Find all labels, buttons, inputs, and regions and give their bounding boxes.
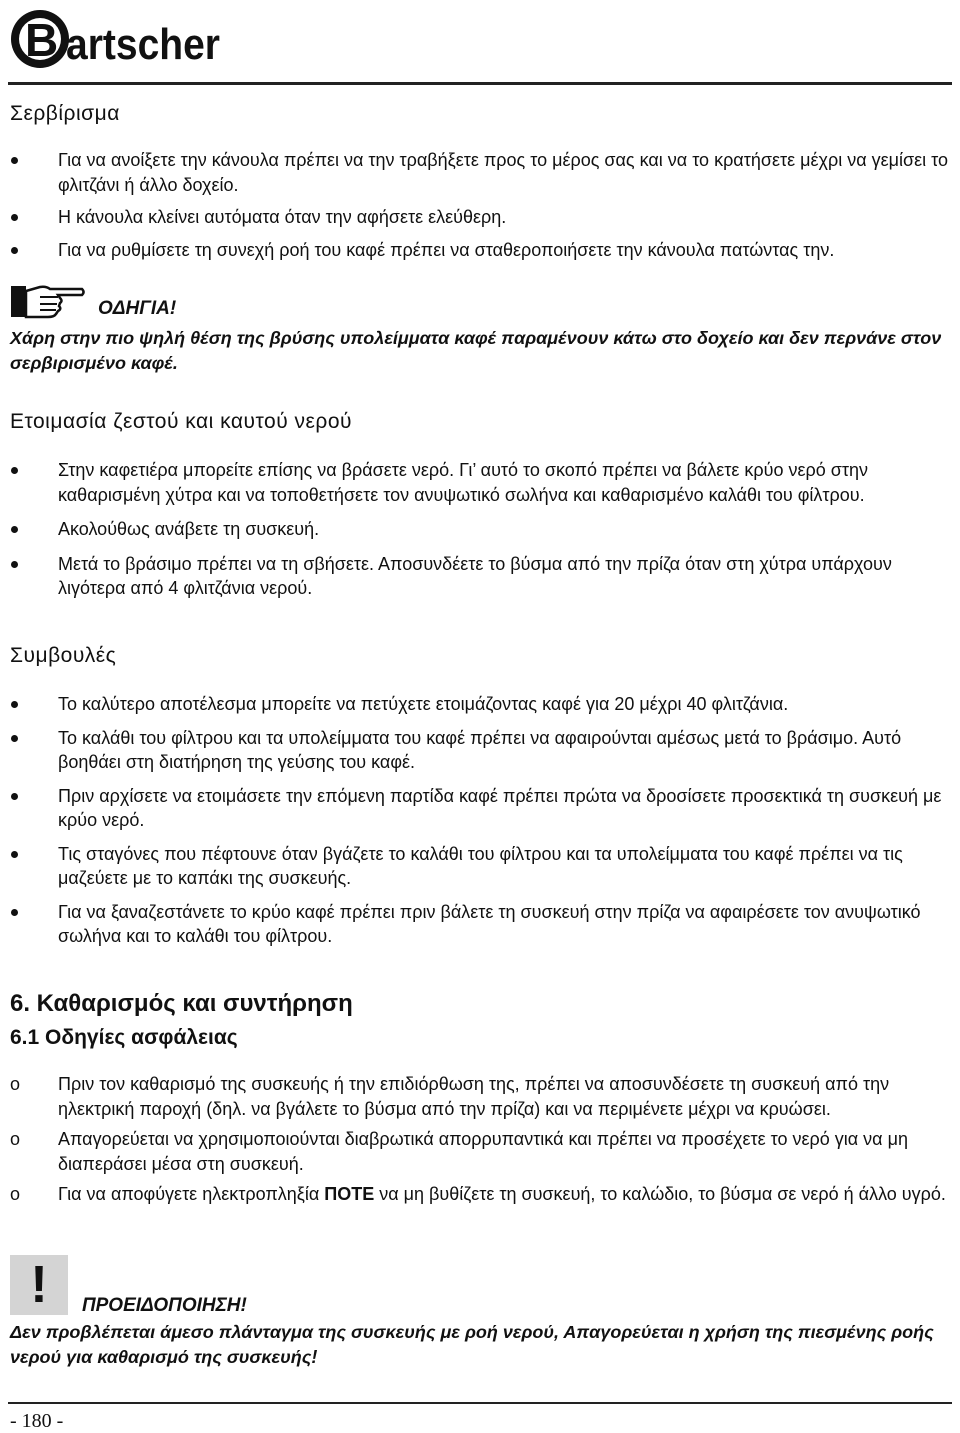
- svg-text:artscher: artscher: [66, 20, 220, 69]
- footer-rule: [8, 1402, 952, 1404]
- page-number: - 180 -: [10, 1410, 64, 1432]
- section-title-serving: Σερβίρισμα: [10, 102, 120, 125]
- safety-list: [0, 1072, 950, 1207]
- svg-text:B: B: [25, 14, 59, 66]
- pointing-hand-icon: [10, 283, 86, 319]
- list-item: Ακολούθως ανάβετε τη συσκευή.: [0, 517, 950, 542]
- list-item: Στην καφετιέρα μπορείτε επίσης να βράσετε νερό. Γι’ αυτό το σκοπό πρέπει να βάλετε κρύο νερό στην καθαρισμένη χύτρα και να τοποθετήσετε τον ανυψωτικό σωλήνα και καθαρισμένο καλάθι του φίλτρου.: [0, 458, 950, 507]
- list-item: Για να ρυθμίσετε τη συνεχή ροή του καφέ πρέπει να σταθεροποιήσετε την κάνουλα πατώντας την.: [0, 238, 950, 263]
- hot-water-list: [0, 458, 950, 601]
- section-title-cleaning: 6. Καθαρισμός και συντήρηση: [10, 990, 353, 1017]
- section-title-hot-water: Ετοιμασία ζεστού και καυτού νερού: [10, 410, 352, 433]
- list-item: Για να ανοίξετε την κάνουλα πρέπει να την τραβήξετε προς το μέρος σας και να το κρατήσετε μέχρι να γεμίσει το φλιτζάνι ή άλλο δοχείο.: [0, 148, 950, 197]
- list-item: o Απαγορεύεται να χρησιμοποιούνται διαβρωτικά απορρυπαντικά και πρέπει να προσέχετε το νερό για να μη διαπεράσει μέσα στη συσκευή.: [0, 1127, 950, 1176]
- warning-text: Δεν προβλέπεται άμεσο πλάνταγμα της συσκευής με ροή νερού, Απαγορεύεται η χρήση της πιεσμένης ροής νερού για καθαρισμό της συσκευής!: [10, 1322, 934, 1367]
- list-item: Τις σταγόνες που πέφτουνε όταν βγάζετε το καλάθι του φίλτρου και τα υπολείμματα του καφέ πρέπει να τις μαζεύετε με το καπάκι της συσκευής.: [0, 842, 950, 891]
- note-text: Χάρη στην πιο ψηλή θέση της βρύσης υπολείμματα καφέ παραμένουν κάτω στο δοχείο και δεν περνάνε στον σερβιρισμένο καφέ.: [10, 328, 942, 373]
- list-item: Μετά το βράσιμο πρέπει να τη σβήσετε. Αποσυνδέετε το βύσμα από την πρίζα όταν στη χύτρα υπάρχουν λιγότερα από 4 φλιτζάνια νερού.: [0, 552, 950, 601]
- warning-icon: [10, 1255, 68, 1315]
- emphasis-never: ΠΟΤΕ: [324, 1184, 375, 1204]
- section-title-tips: Συμβουλές: [10, 644, 117, 667]
- section-subtitle-safety: 6.1 Οδηγίες ασφάλειας: [10, 1026, 238, 1049]
- list-item: Η κάνουλα κλείνει αυτόματα όταν την αφήσετε ελεύθερη.: [0, 205, 950, 230]
- item-text: Για να αποφύγετε ηλεκτροπληξία: [58, 1184, 325, 1204]
- note-title: ΟΔΗΓΙΑ!: [98, 298, 177, 319]
- list-item: o Πριν τον καθαρισμό της συσκευής ή την επιδιόρθωση της, πρέπει να αποσυνδέσετε τη συσκευή από την ηλεκτρική παροχή (δηλ. να βγάλετε το βύσμα από την πρίζα) και να περιμένετε μέχρι να κρυώσει.: [0, 1072, 950, 1121]
- list-item: Το καλάθι του φίλτρου και τα υπολείμματα του καφέ πρέπει να αφαιρούνται αμέσως μετά το βράσιμο. Αυτό βοηθάει στη διατήρηση της γεύσης του καφέ.: [0, 726, 950, 775]
- item-text: να μη βυθίζετε τη συσκευή, το καλώδιο, το βύσμα σε νερό ή άλλο υγρό.: [374, 1184, 946, 1204]
- bartscher-logo: [8, 6, 224, 70]
- list-item: [0, 1182, 950, 1207]
- header-rule: [8, 82, 952, 85]
- serving-list: [0, 148, 950, 262]
- exclamation-icon: !: [30, 1256, 48, 1314]
- tips-list: [0, 692, 950, 949]
- list-item: Για να ξαναζεστάνετε το κρύο καφέ πρέπει πριν βάλετε τη συσκευή στην πρίζα να αφαιρέσετε τον ανυψωτικό σωλήνα και το καλάθι του φίλτρου.: [0, 900, 950, 949]
- warning-title: ΠΡΟΕΙΔΟΠΟΙΗΣΗ!: [82, 1295, 247, 1316]
- list-item: Πριν αρχίσετε να ετοιμάσετε την επόμενη παρτίδα καφέ πρέπει πρώτα να δροσίσετε προσεκτικά τη συσκευή με κρύο νερό.: [0, 784, 950, 833]
- list-item: Το καλύτερο αποτέλεσμα μπορείτε να πετύχετε ετοιμάζοντας καφέ για 20 μέχρι 40 φλιτζάνια.: [0, 692, 950, 717]
